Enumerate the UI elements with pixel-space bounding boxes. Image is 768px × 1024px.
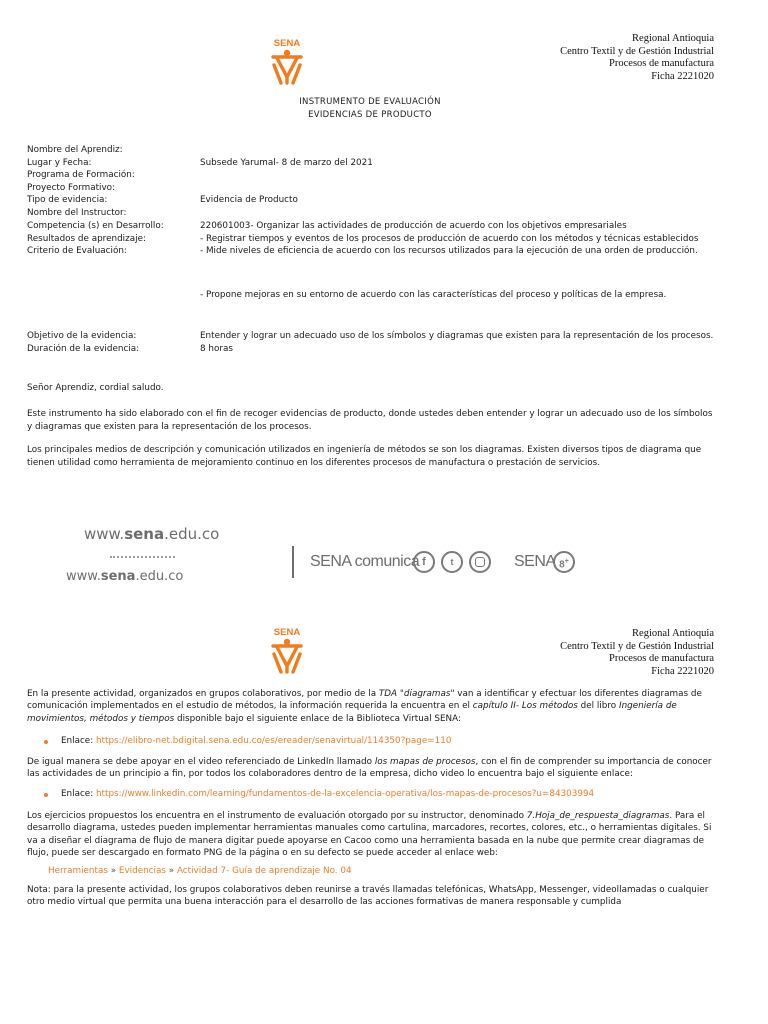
form-value: Entender y lograr un adecuado uso de los símbolos y diagramas que existen para la representación de los procesos. <box>200 331 714 341</box>
sena-logo <box>263 626 311 674</box>
header-ficha: Ficha 2221020 <box>651 70 714 82</box>
activity-intro <box>27 688 717 725</box>
form-label: Duración de la evidencia: <box>27 344 140 354</box>
note-paragraph: Nota: para la presente actividad, los grupos colaborativos deben reunirse a través llamadas telefónicas, WhatsApp, Messenger, videollamadas o cualquier otro medio virtual que permita una buena interacción para el desarrollo de las acciones formativas de manera responsable y cumplida <box>27 885 709 908</box>
link-label: Enlace: <box>61 789 96 799</box>
bullet-dot <box>44 740 48 744</box>
exercises-text-b: . Para el desarrollo diagrama, ustedes pueden implementar herramientas manuales como cartulina, marcadores, recortes, colores, etc., o herramientas digitales. Si va a diseñar el diagrama de flujo de manera digitar puede apoyarse en Cacoo como una herramienta basada en la nube que permite crear diagramas de flujo, puede ser descargado en formato PNG de la página o en su defecto se puede acceder al enlace web: <box>27 811 712 858</box>
crumb-herramientas[interactable]: Herramientas <box>48 866 108 876</box>
form-label: Nombre del Aprendiz: <box>27 145 123 155</box>
sena-logo-text: SENA <box>273 38 301 49</box>
link-label: Enlace: <box>61 736 96 746</box>
intro-text-c: del libro <box>577 701 619 712</box>
header-info <box>560 33 714 83</box>
form-value: 8 horas <box>200 344 233 354</box>
intro-text-b: van a identificar y efectuar los diferentes diagramas de comunicación implementados en el estudio de métodos, la información requerida la encuentra en el <box>27 689 702 712</box>
form-value: Subsede Yarumal- 8 de marzo del 2021 <box>200 158 373 168</box>
breadcrumb <box>48 866 352 876</box>
form-value: - Propone mejoras en su entorno de acuerdo con las características del proceso y políticas de la empresa. <box>200 290 667 300</box>
footer-web-bold: sena <box>124 525 165 543</box>
footer-dashes <box>110 556 175 558</box>
paragraph-intro: Este instrumento ha sido elaborado con el fin de recoger evidencias de producto, donde ustedes deben entender y lograr un adecuado uso de los símbolos y diagramas que existen para la representación de los procesos. <box>27 409 713 432</box>
form-label: Competencia (s) en Desarrollo: <box>27 221 164 231</box>
video-paragraph <box>27 756 717 781</box>
sena-logo-text: SENA <box>273 627 301 638</box>
crumb-separator: » <box>168 866 175 876</box>
form-label: Proyecto Formativo: <box>27 183 116 193</box>
exercises-file: 7.Hoja_de_respuesta_diagramas <box>526 811 670 821</box>
crumb-actividad[interactable]: Actividad 7- Guía de aprendizaje No. 04 <box>176 866 352 876</box>
footer-web-prefix: www. <box>84 525 125 543</box>
form-value: Evidencia de Producto <box>200 195 298 205</box>
bullet-dot <box>44 793 48 797</box>
form-value: - Mide niveles de eficiencia de acuerdo con los recursos utilizados para la ejecución de una orden de producción. <box>200 246 698 256</box>
intro-text-d: disponible bajo el siguiente enlace de la Biblioteca Virtual SENA: <box>174 713 461 724</box>
form-label: Objetivo de la evidencia: <box>27 331 137 341</box>
instagram-icon[interactable] <box>469 551 491 573</box>
intro-book: Ingeniería de movimientos, métodos y tiempos <box>27 701 677 724</box>
google-plus-icon[interactable]: 8+ <box>553 551 575 573</box>
greeting: Señor Aprendiz, cordial saludo. <box>27 383 164 393</box>
form-label: Lugar y Fecha: <box>27 158 92 168</box>
footer-web-suffix: .edu.co <box>135 569 184 584</box>
linkedin-link[interactable]: https://www.linkedin.com/learning/fundamentos-de-la-excelencia-operativa/los-mapas-de-procesos?u=84303994 <box>95 789 595 799</box>
form-value: - Registrar tiempos y eventos de los procesos de producción de acuerdo con los métodos y técnicas establecidos <box>200 234 699 244</box>
form-value: 220601003- Organizar las actividades de producción de acuerdo con los objetivos empresariales <box>200 221 627 231</box>
form-label: Tipo de evidencia: <box>27 195 108 205</box>
footer-website-small[interactable] <box>66 569 183 584</box>
form-label: Nombre del Instructor: <box>27 208 127 218</box>
footer-web-prefix: www. <box>66 569 101 584</box>
header-ficha: Ficha 2221020 <box>651 665 714 677</box>
intro-tda: TDA "diagramas" <box>378 689 455 699</box>
header-centro: Centro Textil y de Gestión Industrial <box>560 640 714 652</box>
crumb-separator: » <box>110 866 117 876</box>
paragraph-methods: Los principales medios de descripción y comunicación utilizados en ingeniería de métodos se son los diagramas. Existen diversos tipos de diagrama que tienen utilidad como herramienta de mejoramiento continuo en los diferentes procesos de manufactura o prestación de servicios. <box>27 445 702 468</box>
video-title: los mapas de procesos <box>374 757 476 767</box>
header-regional: Regional Antioquia <box>632 33 714 44</box>
header-procesos: Procesos de manufactura <box>609 58 714 69</box>
header-regional: Regional Antioquia <box>632 628 714 639</box>
header-centro: Centro Textil y de Gestión Industrial <box>560 45 714 57</box>
exercises-paragraph <box>27 810 717 859</box>
form-label: Resultados de aprendizaje: <box>27 234 146 244</box>
intro-text-a: En la presente actividad, organizados en grupos colaborativos, por medio de la <box>27 689 379 699</box>
intro-chapter: capítulo II- Los métodos <box>472 701 578 712</box>
elibro-link[interactable]: https://elibro-net.bdigital.sena.edu.co/es/ereader/senavirtual/114350?page=110 <box>95 736 452 746</box>
footer-web-bold: sena <box>100 569 136 584</box>
video-text-a: De igual manera se debe apoyar en el video referenciado de LinkedIn llamado <box>27 757 375 767</box>
sena-comunica-label: SENA comunica <box>310 553 420 570</box>
video-text-b: , con el fin de comprender su importancia de conocer las actividades de un principio a fin, por todos los colaboradores dentro de la empresa, dicho video lo encuentra bajo el siguiente enlace: <box>27 757 712 780</box>
footer-website-large[interactable] <box>84 525 219 543</box>
header-procesos: Procesos de manufactura <box>609 653 714 664</box>
title-line-1: INSTRUMENTO DE EVALUACIÓN <box>299 97 441 107</box>
crumb-evidencias[interactable]: Evidencias <box>118 866 166 876</box>
document-title <box>0 96 740 122</box>
exercises-text-a: Los ejercicios propuestos los encuentra en el instrumento de evaluación otorgado por su instructor, denominado <box>27 811 527 821</box>
header-info <box>560 628 714 678</box>
footer-divider <box>292 546 294 578</box>
form-label: Programa de Formación: <box>27 170 135 180</box>
title-line-2: EVIDENCIAS DE PRODUCTO <box>308 110 432 120</box>
facebook-icon[interactable]: f <box>413 551 435 573</box>
form-label: Criterio de Evaluación: <box>27 246 127 256</box>
footer-web-suffix: .edu.co <box>164 525 220 543</box>
sena-logo <box>263 37 311 85</box>
sena-plus-label: SENA <box>514 553 556 570</box>
twitter-icon[interactable]: t <box>441 551 463 573</box>
